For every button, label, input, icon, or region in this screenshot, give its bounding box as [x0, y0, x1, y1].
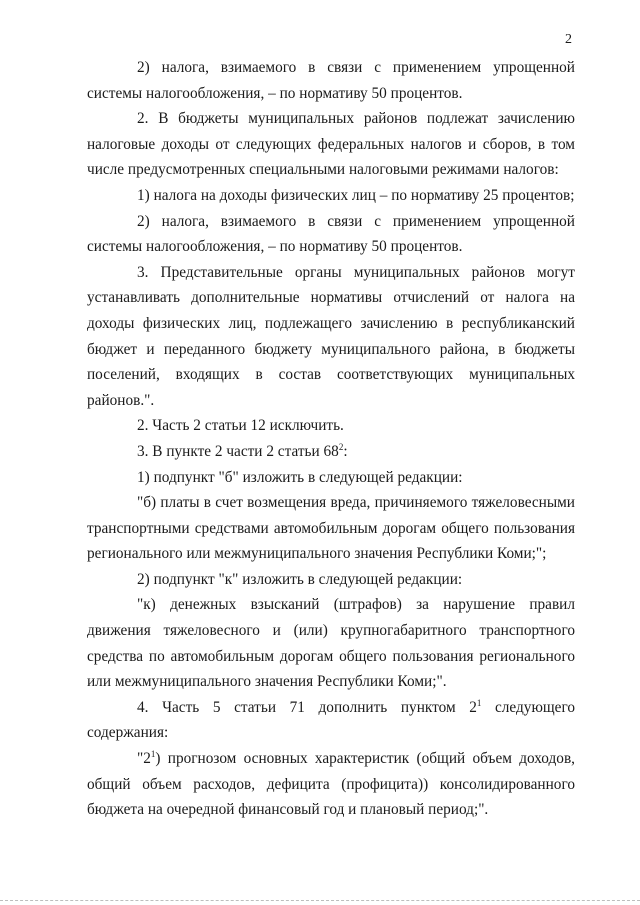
page-number: 2 [565, 32, 572, 47]
paragraph [87, 55, 575, 106]
superscript: 1 [150, 749, 156, 760]
paragraph [87, 465, 575, 491]
document-body [87, 55, 575, 823]
paragraph-text: 2. В бюджеты муниципальных районов подлежат зачислению налоговые доходы от следующих федеральных налогов и сборов, в том числе предусмотренных специальными налоговыми режимами налогов: [87, 110, 575, 179]
paragraph [87, 746, 575, 823]
paragraph-text: "2 [137, 750, 151, 768]
paragraph-text: ) прогнозом основных характеристик (общий объем доходов, общий объем расходов, дефицита (профицита)) консолидированного бюджета на очередной финансовый год и плановый период;". [87, 750, 575, 819]
paragraph-text: 1) подпункт "б" изложить в следующей редакции: [137, 468, 463, 486]
paragraph [87, 183, 575, 209]
paragraph-text: "б) платы в счет возмещения вреда, причиняемого тяжеловесными транспортными средствами автомобильным дорогам общего пользования регионального или межмуниципального значения Республики Коми;"; [87, 494, 575, 563]
paragraph [87, 695, 575, 746]
paragraph [87, 413, 575, 439]
paragraph-text: : [343, 442, 348, 460]
paragraph-text: 2) налога, взимаемого в связи с применением упрощенной системы налогообложения, – по нормативу 50 процентов. [87, 59, 575, 102]
paragraph-text: 2) подпункт "к" изложить в следующей редакции: [137, 570, 463, 588]
paragraph-text: 2. Часть 2 статьи 12 исключить. [137, 417, 344, 435]
paragraph [87, 567, 575, 593]
paragraph-text: "к) денежных взысканий (штрафов) за нарушение правил движения тяжеловесного и (или) крупногабаритного транспортного средства по автомобильным дорогам общего пользования регионального или межмуниципального значения Республики Коми;". [87, 596, 575, 691]
paragraph-text: следующего содержания: [87, 698, 575, 742]
paragraph-text: 1) налога на доходы физических лиц – по нормативу 25 процентов; [137, 186, 575, 204]
paragraph-text: 3. В пункте 2 части 2 статьи 68 [137, 442, 339, 460]
paragraph-text: 4. Часть 5 статьи 71 дополнить пунктом 2 [137, 698, 477, 716]
paragraph [87, 209, 575, 260]
paragraph-text: 3. Представительные органы муниципальных районов могут устанавливать дополнительные нормативы отчислений от налога на доходы физических лиц, подлежащего зачислению в республиканский бюджет и переданного бюджету муниципального района, в бюджеты поселений, входящих в состав соответствующих муниципальных районов.". [87, 263, 575, 409]
superscript: 2 [338, 441, 344, 452]
paragraph [87, 592, 575, 694]
superscript: 1 [476, 697, 482, 708]
paragraph [87, 490, 575, 567]
paragraph-text: 2) налога, взимаемого в связи с применением упрощенной системы налогообложения, – по нормативу 50 процентов. [87, 212, 575, 256]
paragraph [87, 439, 575, 465]
paragraph [87, 106, 575, 183]
paragraph [87, 260, 575, 414]
scan-edge-divider [0, 900, 640, 901]
